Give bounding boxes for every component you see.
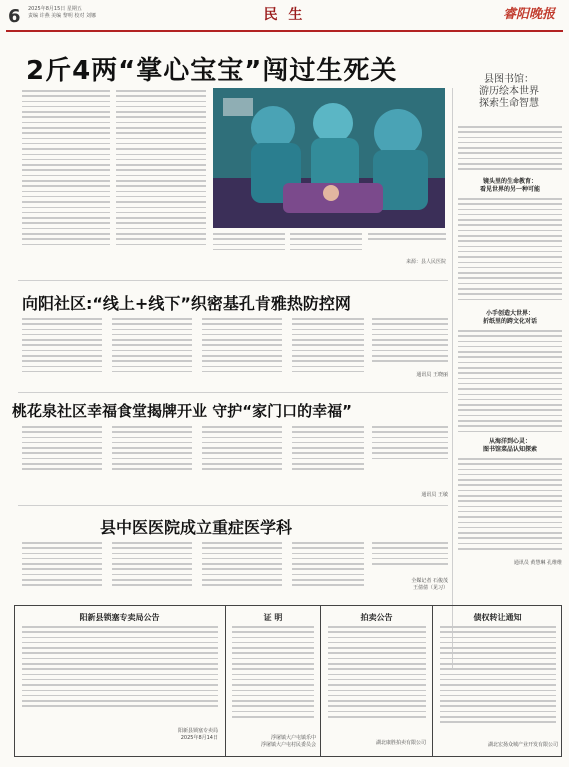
article2-body-col3 <box>202 318 282 378</box>
article2-headline: 向阳社区:“线上+线下”织密基孔肯雅热防控网 <box>22 294 351 313</box>
notice4-signature: 湖北宏扬众城产业开发有限公司 <box>487 742 558 748</box>
sidebar-divider <box>452 88 453 668</box>
notice3-body <box>328 626 426 724</box>
sidebar-subhead3-line2: 图书馆菜品认知探索 <box>482 446 537 453</box>
sidebar-subhead3-line1: 从海洋到心灵： <box>488 438 531 445</box>
rule-article1 <box>18 280 448 281</box>
article4-byline-line1: 全媒记者 石俊茂 <box>411 578 448 584</box>
sidebar-subhead2-line2: 折纸里的跨文化对话 <box>482 318 537 325</box>
article1-body-col1 <box>22 90 110 245</box>
notice2-sig2: 浮屠镇大户屯村民委员会 <box>260 742 316 748</box>
article1-body-col4 <box>290 233 362 253</box>
sidebar-title-line3: 探索生命智慧 <box>479 98 539 109</box>
notice4-title: 债权转让通知 <box>473 613 522 622</box>
article4-headline: 县中医医院成立重症医学科 <box>100 518 293 537</box>
sidebar-title-line1: 县图书馆： <box>484 74 534 85</box>
article3-body-col3 <box>202 426 282 476</box>
rule-article2 <box>18 392 448 393</box>
operating-room-photo <box>213 88 445 228</box>
article4-body-col3 <box>202 542 282 592</box>
header-rule <box>6 30 563 32</box>
notice1-sig2: 2025年8月14日 <box>180 735 218 741</box>
sidebar-subhead3 <box>458 438 562 454</box>
article4-body-col5 <box>372 542 448 570</box>
sidebar-byline: 通讯员 黄慧琳 孔维维 <box>513 560 562 566</box>
notice-divider-2 <box>320 605 321 757</box>
sidebar-title-line2: 游历绘本世界 <box>479 86 539 97</box>
article1-body-col2 <box>116 90 206 245</box>
sidebar-subhead1-line2: 看见世界的另一种可能 <box>479 186 540 193</box>
sidebar-subhead2 <box>458 310 562 326</box>
page-number: 6 <box>8 6 21 27</box>
sidebar-section3 <box>458 458 562 558</box>
sidebar-subhead1-line1: 镜头里的生命教育： <box>482 178 537 185</box>
newspaper-logo: 睿阳晚报 <box>502 7 555 22</box>
issue-editors: 责编 许燕 美编 黎明 校对 刘娜 <box>28 13 96 19</box>
article2-body-col1 <box>22 318 102 378</box>
article3-headline: 桃花泉社区幸福食堂揭牌开业 守护“家门口的幸福” <box>12 402 352 420</box>
notice4-body <box>440 626 556 730</box>
notice1-signature <box>22 728 218 742</box>
article2-body-col2 <box>112 318 192 378</box>
article3-body-col2 <box>112 426 192 476</box>
sidebar-subhead1 <box>458 178 562 194</box>
rule-article3 <box>18 505 448 506</box>
notice2-signature <box>226 735 316 749</box>
sidebar-section1 <box>458 198 562 303</box>
article3-body-col1 <box>22 426 102 476</box>
article4-byline <box>372 578 448 592</box>
notice2-body <box>232 626 314 724</box>
sidebar-subhead2-line1: 小手创造大世界： <box>485 310 534 317</box>
notice1-body <box>22 626 218 716</box>
notice3-signature: 湖北康胜拍卖有限公司 <box>375 740 426 746</box>
surgeons-illustration <box>213 88 445 228</box>
article4-body-col4 <box>292 542 364 592</box>
notice2-sig1: 浮屠镇大户屯镇乐中 <box>270 735 316 741</box>
article3-byline: 通讯员 王敏 <box>421 492 448 498</box>
section-title: 民 生 <box>263 7 306 23</box>
article4-body-col2 <box>112 542 192 592</box>
sidebar-title <box>456 74 562 110</box>
notice1-title: 阳新县锁塞专卖局公告 <box>79 613 160 622</box>
sidebar-intro <box>458 126 562 174</box>
article2-body-col4 <box>292 318 364 378</box>
notice2-title: 证 明 <box>263 613 283 622</box>
article2-body-col5 <box>372 318 448 368</box>
article3-body-col5 <box>372 426 448 466</box>
notice3-title: 拍卖公告 <box>360 613 393 622</box>
notice-divider-3 <box>432 605 433 757</box>
article4-body-col1 <box>22 542 102 592</box>
article1-headline: 2斤4两“掌心宝宝”闯过生死关 <box>26 56 398 86</box>
article1-body-col5 <box>368 233 446 245</box>
notice1-sig1: 阳新县锁塞专卖局 <box>177 728 218 734</box>
issue-date: 2025年8月15日 星期五 <box>28 6 82 12</box>
article1-body-col3 <box>213 233 285 253</box>
photo-caption: 来源：县人民医院 <box>405 259 446 265</box>
sidebar-section2 <box>458 330 562 435</box>
article3-body-col4 <box>292 426 364 476</box>
article4-byline-line2: 王倩倩（见习） <box>412 585 448 591</box>
article2-byline: 通讯员 王晓丽 <box>416 372 448 378</box>
